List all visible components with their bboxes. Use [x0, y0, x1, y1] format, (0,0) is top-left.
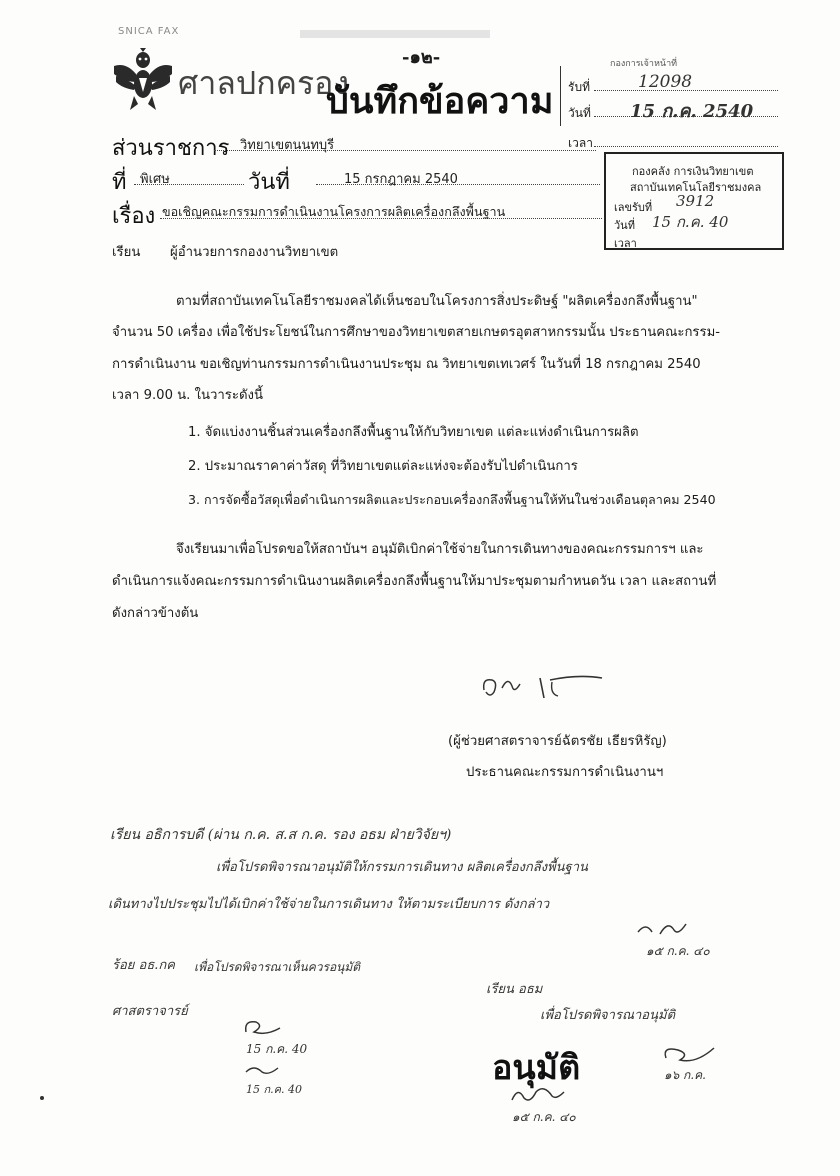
handwritten-date: 15 ก.ค. 40	[246, 1042, 308, 1056]
agency-name: ศาลปกครอง	[178, 64, 350, 102]
subject-value: ขอเชิญคณะกรรมการดำเนินงานโครงการผลิตเครื่องกลึงพื้นฐาน	[162, 204, 506, 219]
to-value: ผู้อำนวยการกองงานวิทยาเขต	[170, 245, 339, 260]
garuda-emblem-icon	[112, 48, 174, 112]
receipt-date-label: วันที่	[614, 219, 635, 232]
document-code: -๑๒-	[402, 47, 441, 68]
stamp-date-label: วันที่	[568, 106, 591, 120]
handwritten-date: ๑๕ ก.ค. ๔๐	[646, 944, 710, 958]
date-label: วันที่	[248, 170, 290, 195]
stamp-time-line	[594, 146, 778, 147]
handwritten-initial	[240, 1016, 290, 1038]
body-p1-line2: จำนวน 50 เครื่อง เพื่อใช้ประโยชน์ในการศึกษาของวิทยาเขตสายเกษตรอุตสาหกรรมนั้น ประธานคณะกรรม-	[112, 325, 721, 340]
stamp-border	[560, 66, 564, 126]
body-p1-line3: การดำเนินงาน ขอเชิญท่านกรรมการดำเนินงานประชุม ณ วิทยาเขตเทเวศร์ ในวันที่ 18 กรกฎาคม 2540	[112, 357, 701, 372]
handwritten-note: เพื่อโปรดพิจารณาอนุมัติ	[540, 1008, 676, 1023]
agenda-item: 1. จัดแบ่งงานชิ้นส่วนเครื่องกลึงพื้นฐานให้กับวิทยาเขต แต่ละแห่งดำเนินการผลิต	[188, 425, 639, 440]
body-p2-line1: จึงเรียนมาเพื่อโปรดขอให้สถาบันฯ อนุมัติเบิกค่าใช้จ่ายในการเดินทางของคณะกรรมการฯ และ	[176, 542, 704, 557]
stamp-date-value: 15 ก.ค. 2540	[630, 101, 754, 122]
receipt-no-label: เลขรับที่	[614, 201, 653, 214]
body-p1-line4: เวลา 9.00 น. ในวาระดังนี้	[112, 388, 263, 403]
handwritten-date: 15 ก.ค. 40	[246, 1083, 302, 1096]
document-title: บันทึกข้อความ	[326, 80, 554, 122]
body-p1-line1: ตามที่สถาบันเทคโนโลยีราชมงคลได้เห็นชอบในโครงการสิ่งประดิษฐ์ "ผลิตเครื่องกลึงพื้นฐาน"	[176, 294, 698, 309]
handwritten-note: เรียน อธิการบดี (ผ่าน ก.ค. ส.ส ก.ค. รอง อธม ฝ่ายวิจัยฯ)	[110, 827, 452, 843]
receipt-line2: สถาบันเทคโนโลยีราชมงคล	[630, 181, 762, 194]
stamp-recv-label: รับที่	[568, 80, 590, 94]
division-label: ส่วนราชการ	[112, 136, 230, 161]
signer-position: ประธานคณะกรรมการดำเนินงานฯ	[466, 765, 664, 780]
handwritten-initial	[242, 1062, 282, 1078]
handwritten-note: เพื่อโปรดพิจารณาอนุมัติให้กรรมการเดินทาง ผลิตเครื่องกลึงพื้นฐาน	[216, 860, 588, 875]
handwritten-initial	[634, 918, 694, 942]
agenda-item: 2. ประมาณราคาค่าวัสดุ ที่วิทยาเขตแต่ละแห่งจะต้องรับไปดำเนินการ	[188, 459, 578, 474]
body-p2-line3: ดังกล่าวข้างต้น	[112, 606, 199, 621]
ref-label: ที่	[112, 170, 127, 195]
handwritten-date: ๑๖ ก.ค.	[664, 1068, 706, 1082]
handwritten-signature	[478, 668, 608, 704]
handwritten-note: เพื่อโปรดพิจารณาเห็นควรอนุมัติ	[194, 960, 361, 974]
ref-value: พิเศษ	[140, 172, 170, 187]
handwritten-note: เรียน อธม	[486, 982, 543, 997]
stamp-org: กองการเจ้าหน้าที่	[610, 59, 678, 69]
subject-label: เรื่อง	[112, 204, 156, 229]
agenda-item: 3. การจัดซื้อวัสดุเพื่อดำเนินการผลิตและประกอบเครื่องกลึงพื้นฐานให้ทันในช่วงเดือนตุลาคม 2540	[188, 492, 716, 507]
handwritten-date: ๑๕ ก.ค. ๔๐	[512, 1110, 576, 1124]
body-p2-line2: ดำเนินการแจ้งคณะกรรมการดำเนินงานผลิตเครื่องกลึงพื้นฐานให้มาประชุมตามกำหนดวัน เวลา และสถานที่	[112, 574, 717, 589]
handwritten-note: เดินทางไปประชุมไปได้เบิกค่าใช้จ่ายในการเดินทาง ให้ตามระเบียบการ ดังกล่าว	[108, 897, 550, 912]
scan-dot	[40, 1096, 44, 1100]
receipt-date-value: 15 ก.ค. 40	[652, 213, 729, 231]
handwritten-note: ร้อย อธ.กค	[112, 958, 175, 973]
handwritten-signature	[660, 1040, 720, 1066]
fax-header-smudge	[300, 30, 490, 38]
stamp-recv-number: 12098	[638, 72, 693, 92]
approval-stamp: อนุมัติ	[492, 1048, 581, 1088]
stamp-time-label: เวลา	[568, 136, 593, 150]
fax-mark: SNICA FAX	[118, 26, 180, 37]
receipt-line1: กองคลัง การเงินวิทยาเขต	[632, 165, 754, 178]
receipt-time-label: เวลา	[614, 237, 637, 250]
handwritten-note: ศาสตราจารย์	[112, 1004, 188, 1019]
finance-receipt-box	[604, 152, 784, 250]
signer-name: (ผู้ช่วยศาสตราจารย์ฉัตรชัย เธียรหิรัญ)	[448, 734, 667, 749]
date-value: 15 กรกฎาคม 2540	[344, 172, 458, 187]
receipt-no-value: 3912	[676, 192, 715, 210]
receipt-stamp	[560, 59, 782, 150]
division-value: วิทยาเขตนนทบุรี	[240, 138, 335, 153]
to-label: เรียน	[112, 245, 141, 260]
handwritten-signature	[508, 1082, 568, 1108]
